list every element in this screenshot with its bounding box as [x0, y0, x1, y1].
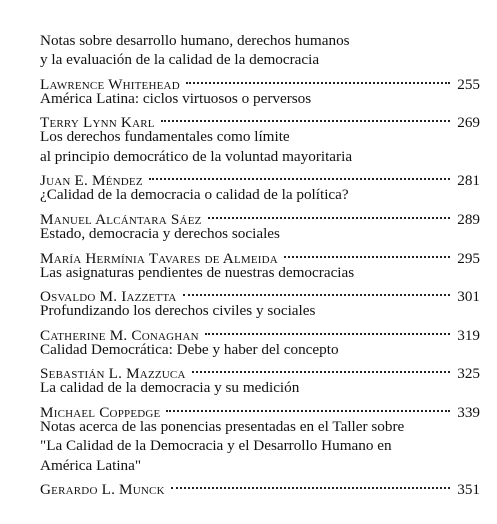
entry-title-line: Las asignaturas pendientes de nuestras democracias	[40, 263, 355, 281]
entry-page-number: 281	[457, 172, 480, 190]
entry-page-number: 301	[457, 288, 480, 306]
entry-title-line: Los derechos fundamentales como límite	[40, 128, 290, 146]
entry-title-line: Profundizando los derechos civiles y sociales	[40, 302, 316, 320]
entry-author: Sebastián L. Mazzuca	[40, 365, 186, 383]
entry-author-row	[40, 243, 480, 267]
entry-page-number: 319	[457, 326, 480, 344]
dot-leader	[166, 398, 450, 417]
toc-entry	[40, 340, 480, 383]
entry-page-number: 295	[457, 249, 480, 267]
dot-leader	[161, 108, 450, 127]
dot-leader	[208, 205, 450, 224]
toc-entry	[40, 417, 480, 499]
entry-title-line: y la evaluación de la calidad de la democracia	[40, 51, 320, 69]
entry-author-row	[40, 398, 480, 421]
dot-leader	[205, 320, 450, 339]
entry-page-number: 289	[457, 210, 480, 228]
entry-author-row	[40, 359, 480, 383]
entry-page-number: 339	[457, 403, 480, 421]
entry-author: Gerardo L. Munck	[40, 481, 165, 499]
entry-author-row	[40, 205, 480, 228]
entry-author-row	[40, 108, 480, 132]
entry-title-line: Notas sobre desarrollo humano, derechos humanos	[40, 32, 350, 49]
entry-author: Lawrence Whitehead	[40, 75, 180, 93]
entry-author: Osvaldo M. Iazzetta	[40, 288, 177, 306]
entry-author-row	[40, 70, 480, 93]
dot-leader	[171, 475, 450, 494]
entry-title-line: Notas acerca de las ponencias presentadas en el Taller sobre	[40, 417, 405, 435]
entry-author-row	[40, 282, 480, 306]
entry-author-row	[40, 166, 480, 190]
entry-page-number: 325	[457, 365, 480, 383]
entry-author-row	[40, 320, 480, 344]
entry-title-line: La calidad de la democracia y su medición	[40, 379, 300, 397]
entry-title-line: al principio democrático de la voluntad mayoritaria	[40, 147, 353, 165]
entry-author: Manuel Alcántara Sáez	[40, 210, 202, 228]
entry-author: María Hermínia Tavares de Almeida	[40, 249, 278, 267]
toc-entry	[40, 31, 480, 93]
entry-author-row	[40, 475, 480, 499]
entry-title-line: América Latina"	[40, 456, 142, 474]
entry-page-number: 269	[457, 114, 480, 132]
entry-title-line: "La Calidad de la Democracia y el Desarrollo Humano en	[40, 437, 392, 455]
entry-title-line: ¿Calidad de la democracia o calidad de la política?	[40, 186, 349, 204]
toc-entry	[40, 378, 480, 421]
dot-leader	[284, 243, 450, 262]
toc-entry	[40, 263, 480, 306]
entry-page-number: 351	[457, 481, 480, 499]
entry-title-line: Estado, democracia y derechos sociales	[40, 224, 280, 242]
entry-author: Terry Lynn Karl	[40, 114, 155, 132]
entry-author: Michael Coppedge	[40, 403, 161, 421]
dot-leader	[183, 282, 450, 301]
entry-author: Juan E. Méndez	[40, 172, 143, 190]
toc-entry	[40, 185, 480, 228]
toc-entry	[40, 89, 480, 132]
toc-entry	[40, 224, 480, 267]
entry-title-line: América Latina: ciclos virtuosos o perversos	[40, 89, 312, 107]
entry-author: Catherine M. Conaghan	[40, 326, 199, 344]
entry-page-number: 255	[457, 75, 480, 93]
dot-leader	[186, 70, 450, 89]
dot-leader	[149, 166, 450, 185]
toc-entry	[40, 301, 480, 344]
toc-entry	[40, 127, 480, 190]
dot-leader	[192, 359, 450, 378]
entry-title-line: Calidad Democrática: Debe y haber del concepto	[40, 340, 339, 358]
